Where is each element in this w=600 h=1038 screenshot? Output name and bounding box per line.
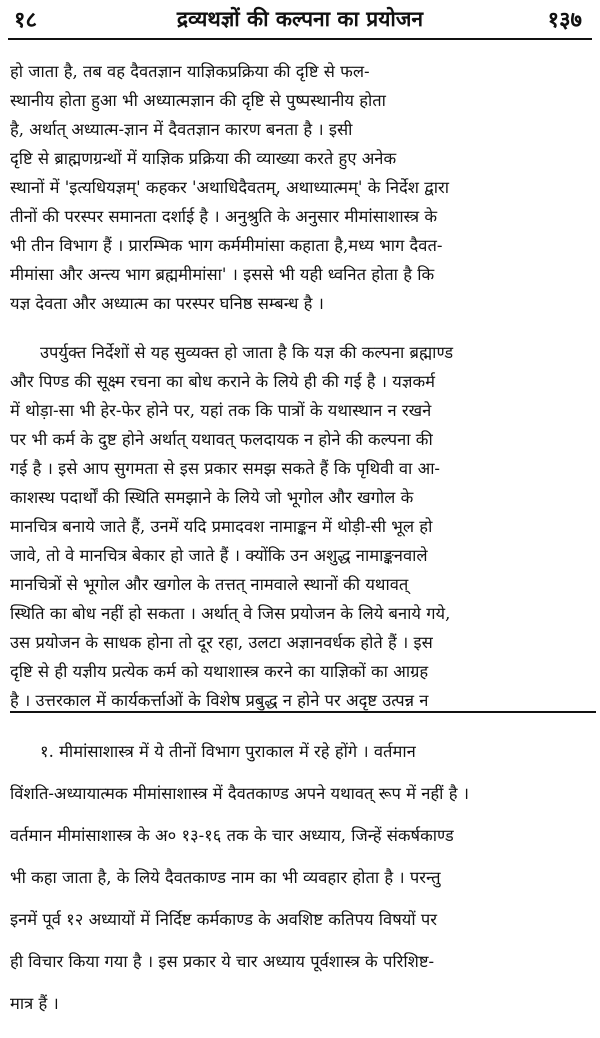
body-line: हो जाता है, तब वह दैवतज्ञान याज्ञिकप्रक्रिया की दृष्टि से फल- [10,62,370,81]
body-line: स्थानीय होता हुआ भी अध्यात्मज्ञान की दृष्टि से पुष्पस्थानीय होता [10,91,386,110]
header-rule [8,38,592,40]
body-line: भी तीन विभाग हैं । प्रारम्भिक भाग कर्ममीमांसा कहाता है,मध्य भाग दैवत- [10,236,443,255]
body-line: स्थिति का बोध नहीं हो सकता । अर्थात् वे जिस प्रयोजन के लिये बनाये गये, [10,604,451,623]
body-line: स्थानों में 'इत्यधियज्ञम्' कहकर 'अथाधिदैवतम्, अथाध्यात्मम्' के निर्देश द्वारा [10,178,450,197]
body-line: और पिण्ड की सूक्ष्म रचना का बोध कराने के लिये ही की गई है । यज्ञकर्म [10,372,435,391]
body-line: है । उत्तरकाल में कार्यकर्त्ताओं के विशेष प्रबुद्ध न होने पर अदृष्ट उत्पन्न न [10,691,429,710]
body-line: तीनों की परस्पर समानता दर्शाई है । अनुश्रुति के अनुसार मीमांसाशास्त्र के [10,207,438,226]
left-page-number: १८ [14,7,37,33]
body-line: गई है । इसे आप सुगमता से इस प्रकार समझ सकते हैं कि पृथिवी वा आ- [10,459,441,478]
body-line: दृष्टि से ब्राह्मणग्रन्थों में याज्ञिक प्रक्रिया की व्याख्या करते हुए अनेक [10,149,397,168]
body-line: दृष्टि से ही यज्ञीय प्रत्येक कर्म को यथाशास्त्र करने का याज्ञिकों का आग्रह [10,662,429,681]
footnote-line: मात्र हैं । [10,994,59,1013]
page-title: द्रव्यथज्ञों की कल्पना का प्रयोजन [176,6,424,31]
footnote-line: वर्तमान मीमांसाशास्त्र के अ० १३-१६ तक के चार अध्याय, जिन्हें संकर्षकाण्ड [10,826,454,845]
body-line: उपर्युक्त निर्देशों से यह सुव्यक्त हो जाता है कि यज्ञ की कल्पना ब्रह्माण्ड [40,343,454,362]
footnote-line: विंशति-अध्यायात्मक मीमांसाशास्त्र में दैवतकाण्ड अपने यथावत् रूप में नहीं है । [10,784,469,803]
footnote-line: १. मीमांसाशास्त्र में ये तीनों विभाग पुराकाल में रहे होंगे । वर्तमान [40,742,416,761]
body-line: में थोड़ा-सा भी हेर-फेर होने पर, यहां तक कि पात्रों के यथास्थान न रखने [10,401,432,420]
body-line: मानचित्र बनाये जाते हैं, उनमें यदि प्रमादवश नामाङ्कन में थोड़ी-सी भूल हो [10,517,433,536]
body-line: मानचित्रों से भूगोल और खगोल के तत्तत् नामवाले स्थानों की यथावत् [10,575,409,594]
body-line: उस प्रयोजन के साधक होना तो दूर रहा, उलटा अज्ञानवर्धक होते हैं । इस [10,633,433,652]
body-line: है, अर्थात् अध्यात्म-ज्ञान में दैवतज्ञान कारण बनता है । इसी [10,120,353,139]
right-page-number: १३७ [547,7,582,33]
body-line: मीमांसा और अन्त्य भाग ब्रह्ममीमांसा' । इससे भी यही ध्वनित होता है कि [10,265,435,284]
body-line: यज्ञ देवता और अध्यात्म का परस्पर घनिष्ठ सम्बन्ध है । [10,294,324,313]
running-header [0,0,600,40]
body-line: पर भी कर्म के दुष्ट होने अर्थात् यथावत् फलदायक न होने की कल्पना की [10,430,433,449]
footnote-line: भी कहा जाता है, के लिये दैवतकाण्ड नाम का भी व्यवहार होता है । परन्तु [10,868,441,887]
footnote-line: इनमें पूर्व १२ अध्यायों में निर्दिष्ट कर्मकाण्ड के अवशिष्ट कतिपय विषयों पर [10,910,437,929]
body-line: काशस्थ पदार्थों की स्थिति समझाने के लिये जो भूगोल और खगोल के [10,488,414,507]
footnote-line: ही विचार किया गया है । इस प्रकार ये चार अध्याय पूर्वशास्त्र के परिशिष्ट- [10,952,435,971]
body-line: जावे, तो वे मानचित्र बेकार हो जाते हैं । क्योंकि उन अशुद्ध नामाङ्कनवाले [10,546,428,565]
footnote-rule [10,711,596,713]
